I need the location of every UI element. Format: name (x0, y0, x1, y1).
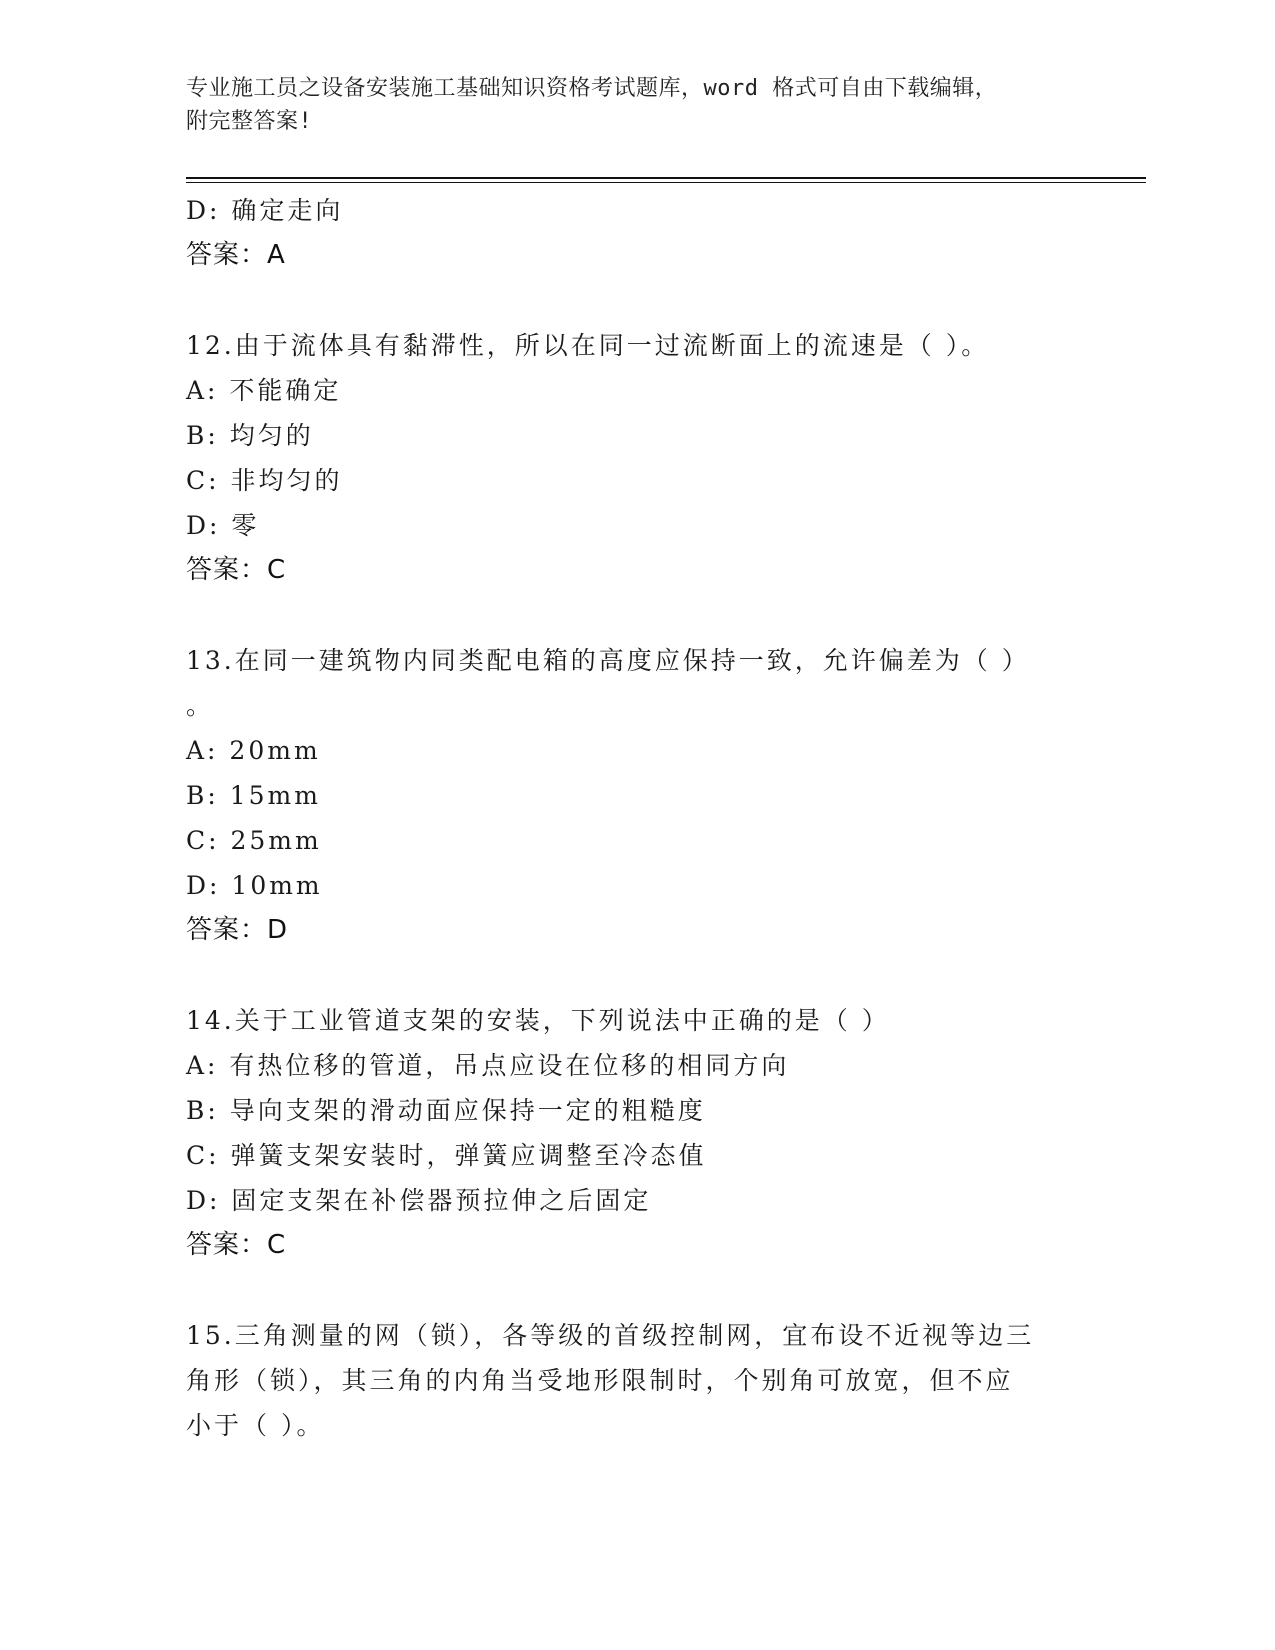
option-d: D: 固定支架在补偿器预拉伸之后固定 (186, 1186, 652, 1215)
option-c: C: 25mm (186, 826, 322, 855)
question-text-continued: 角形（锁），其三角的内角当受地形限制时，个别角可放宽，但不应 (186, 1366, 1014, 1395)
option-b: B: 导向支架的滑动面应保持一定的粗糙度 (186, 1096, 706, 1125)
question-block-14 (186, 998, 1086, 1268)
question-block-13 (186, 638, 1086, 953)
question-block-15 (186, 1313, 1086, 1448)
answer-line: 答案：D (186, 915, 289, 945)
spacer (186, 278, 1086, 323)
option-c: C: 弹簧支架安装时，弹簧应调整至冷态值 (186, 1141, 707, 1170)
spacer (186, 1268, 1086, 1313)
header-line-2: 附完整答案! (186, 109, 313, 134)
answer-line: 答案：C (186, 1230, 287, 1260)
question-block-11 (186, 188, 1086, 278)
question-text: 15.三角测量的网（锁），各等级的首级控制网，宜布设不近视等边三 (186, 1321, 1035, 1350)
question-text-continued: 小于（ ）。 (186, 1411, 325, 1440)
option-a: A: 20mm (186, 736, 321, 765)
question-list (186, 188, 1086, 1448)
option-d: D: 零 (186, 511, 260, 540)
option-a: A: 有热位移的管道，吊点应设在位移的相同方向 (186, 1051, 790, 1080)
option-b: B: 15mm (186, 781, 321, 810)
question-text: 12.由于流体具有黏滞性，所以在同一过流断面上的流速是（ ）。 (186, 331, 990, 360)
option-c: C: 非均匀的 (186, 466, 343, 495)
header-line-1: 专业施工员之设备安装施工基础知识资格考试题库，word 格式可自由下载编辑， (186, 76, 998, 101)
question-text: 14.关于工业管道支架的安装，下列说法中正确的是（ ） (186, 1006, 890, 1035)
answer-line: 答案：A (186, 240, 286, 270)
option-d: D: 10mm (186, 871, 323, 900)
option-b: B: 均匀的 (186, 421, 314, 450)
spacer (186, 593, 1086, 638)
question-text-continued: 。 (186, 691, 215, 720)
option-d: D: 确定走向 (186, 196, 344, 225)
answer-line: 答案：C (186, 555, 287, 585)
question-text: 13.在同一建筑物内同类配电箱的高度应保持一致，允许偏差为（ ） (186, 646, 1030, 675)
question-block-12 (186, 323, 1086, 593)
option-a: A: 不能确定 (186, 376, 342, 405)
document-header (186, 72, 1066, 138)
spacer (186, 953, 1086, 998)
header-divider-thin (186, 182, 1146, 183)
header-divider-thick (186, 177, 1146, 179)
